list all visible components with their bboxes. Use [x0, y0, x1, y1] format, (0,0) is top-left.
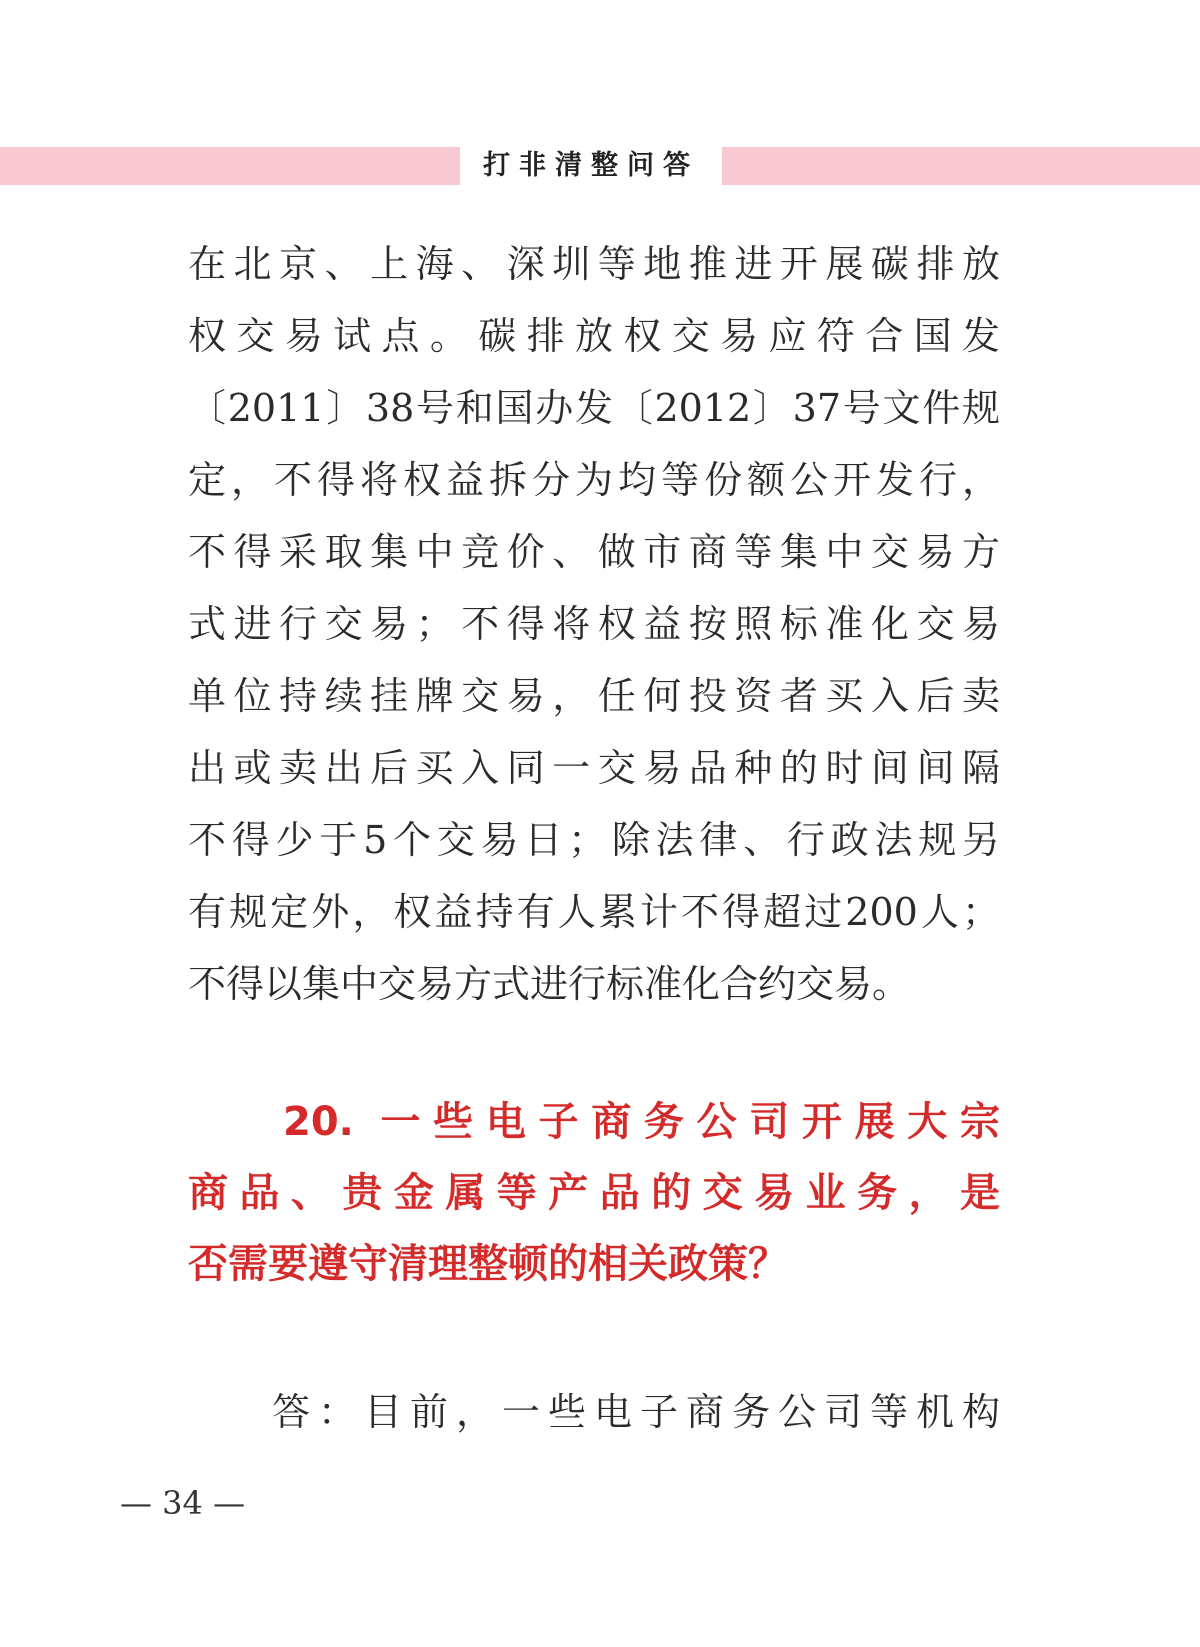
answer-line: 答：目前，一些电子商务公司等机构: [272, 1390, 1000, 1434]
body-line: 式进行交易；不得将权益按照标准化交易: [188, 602, 1000, 646]
body-line: 不得采取集中竞价、做市商等集中交易方: [188, 530, 1000, 574]
body-paragraph: [188, 228, 1000, 1020]
body-line: 权交易试点。碳排放权交易应符合国发: [188, 314, 1000, 358]
body-line: 不得少于5个交易日；除法律、行政法规另: [188, 818, 1000, 862]
header-band-right: [722, 147, 1200, 185]
body-line: 有规定外，权益持有人累计不得超过200人；: [188, 890, 1000, 934]
question-line: 20. 一些电子商务公司开展大宗: [283, 1099, 1000, 1145]
body-line: 定，不得将权益拆分为均等份额公开发行，: [188, 458, 1000, 502]
body-line: 出或卖出后买入同一交易品种的时间间隔: [188, 746, 1000, 790]
page-number: — 34 —: [120, 1484, 246, 1522]
answer-paragraph: [188, 1376, 1000, 1448]
question-line: 否需要遵守清理整顿的相关政策？: [188, 1241, 788, 1287]
running-header-title: 打非清整问答: [483, 150, 699, 181]
body-line: 单位持续挂牌交易，任何投资者买入后卖: [188, 674, 1000, 718]
body-line: 在北京、上海、深圳等地推进开展碳排放: [188, 242, 1000, 286]
body-line: 不得以集中交易方式进行标准化合约交易。: [188, 962, 911, 1006]
header-band-left: [0, 147, 460, 185]
body-line: 〔2011〕38号和国办发〔2012〕37号文件规: [188, 386, 1000, 430]
question-heading: [188, 1087, 1000, 1300]
question-line: 商品、贵金属等产品的交易业务，是: [188, 1170, 1000, 1216]
